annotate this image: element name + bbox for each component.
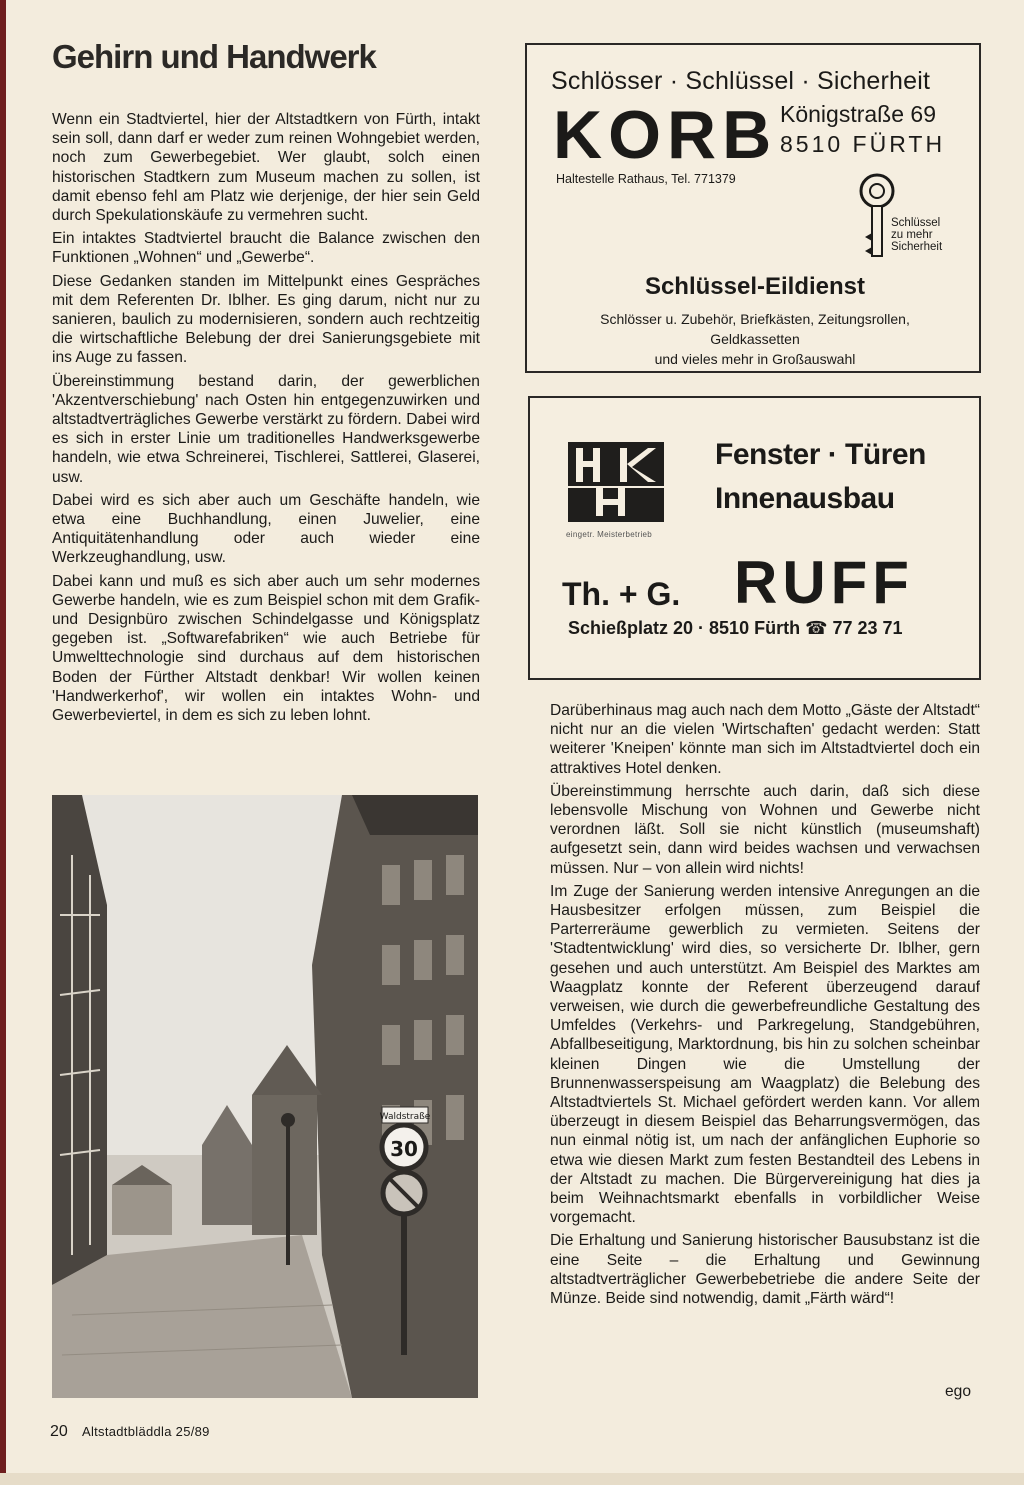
korb-product-list: Schlösser u. Zubehör, Briefkästen, Zeitungsrollen, Geldkassetten und vieles mehr in Großauswahl	[600, 311, 910, 367]
hk-logo-caption: eingetr. Meisterbetrieb	[566, 530, 653, 539]
street-photo-illustration	[52, 795, 478, 1398]
korb-service-heading: Schlüssel-Eildienst	[644, 273, 866, 300]
speed-limit-sign: 30	[390, 1137, 418, 1161]
hk-logo-icon	[568, 442, 664, 522]
paragraph: Diese Gedanken standen im Mittelpunkt eines Gespräches mit dem Referenten Dr. Iblher. Es ging darum, nicht nur zu sanieren, baulich zu modernisieren, sondern auch rechtzeitig die wirtschaftliche Belebung der drei Sanierungsgebiete mit ins Auge zu fassen.	[52, 272, 480, 367]
paragraph: Wenn ein Stadtviertel, hier der Altstadtkern von Fürth, intakt sein soll, dann darf er weder zum reinen Wohngebiet werden, noch zum Gewerbegebiet. Wer glaubt, solch einen historischen Stadtkern zum Museum machen zu sollen, ist damit ebenso fehl am Platz wie derjenige, der hier sein Geld durch Spekulationskäufe zu vermehren sucht.	[52, 111, 480, 225]
page-edge-left	[0, 0, 6, 1485]
article-left-column	[52, 110, 480, 729]
street-photo	[52, 795, 478, 1398]
korb-tagline: Schlösser · Schlüssel · Sicherheit	[551, 67, 931, 95]
korb-city: 8510 FÜRTH	[780, 131, 946, 157]
paragraph: Darüberhinaus mag auch nach dem Motto „Gäste der Altstadt“ nicht nur an die vielen 'Wirtschaften' gedacht werden: Statt weiterer 'Kneipen' könnte man sich im Altstadtviertel doch ein attraktives Hotel denken.	[550, 702, 980, 777]
korb-stop-phone: Haltestelle Rathaus, Tel. 771379	[556, 172, 736, 186]
magazine-issue: Altstadtbläddla 25/89	[81, 1424, 210, 1439]
paragraph: Dabei kann und muß es sich aber auch um sehr modernes Gewerbe handeln, wie es zum Beispiel schon mit dem Grafik- und Designbüro zwischen Schindelgasse und Königsplatz gegeben ist. „Softwarefabriken“ wie auch Betriebe für Umwelttechnologie sind durchaus auf dem historischen Boden der Fürther Altstadt denkbar! Wir wollen keinen 'Handwerkerhof', wir wollen ein intaktes Wohn- und Gewerbeviertel, in dem es sich zu leben lohnt.	[52, 572, 480, 725]
korb-street: Königstraße 69	[780, 101, 936, 127]
paragraph: Übereinstimmung bestand darin, der gewerblichen 'Akzentverschiebung' nach Osten hin entgegenzuwirken und altstadtverträgliches Gewerbe verstärkt zu fördern. Dabei wird es sich in erster Linie um traditionelles Handwerksgewerbe handeln, wie etwa Schreinerei, Tischlerei, Sattlerei, Glaserei, usw.	[52, 372, 480, 486]
author-signature: ego	[945, 1383, 972, 1400]
page-edge-bottom	[0, 1473, 1024, 1485]
ruff-headline-interior: Innenausbau	[715, 482, 895, 515]
korb-logo-text: KORB	[553, 97, 778, 173]
article-right-column	[550, 701, 980, 1312]
paragraph: Im Zuge der Sanierung werden intensive Anregungen an die Hausbesitzer erfolgen müssen, zum Beispiel die Parterreräume gewerblich zu vermieten. Seitens der 'Stadtentwicklung' wird dies, so versicherte Dr. Iblher, gern gesehen und auch unterstützt. Am Beispiel des Marktes am Waagplatz konnte der Referent überzeugend darauf verweisen, wie durch die gewerbefreundliche Gestaltung des Umfeldes (Verkehrs- und Parkregelung, Standgebühren, Abfallbeseitigung, Marktordnung, bis hin zu solchen scheinbar kleinen Dingen wie die Umstellung der Brunnenwasserspeisung am Waagplatz) die Belebung des Altstadtviertels St. Michael gefördert werden kann. Vor allem überzeugt in diesem Beispiel das Beharrungsvermögen, das nun einmal nötig ist, um nach der anfänglichen Euphorie so etwa wie diesen Markt zum festen Bestandteil des Lebens in der Altstadt zu machen. Die Bürgervereinigung hat dies ja beim Weihnachtsmarkt ebenfalls in vorbildlicher Weise vorgemacht.	[550, 882, 980, 1227]
paragraph: Die Erhaltung und Sanierung historischer Bausubstanz ist die eine Seite – die Erhaltung und Gewinnung altstadtverträglicher Gewerbebetriebe die andere Seite der Münze. Beide sind notwendig, damit „Färth wärd“!	[550, 1232, 980, 1308]
ruff-advertisement	[528, 396, 981, 680]
paragraph: Ein intaktes Stadtviertel braucht die Balance zwischen den Funktionen „Wohnen“ und „Gewerbe“.	[52, 230, 480, 267]
ruff-headline-windows: Fenster · Türen	[715, 438, 926, 471]
ruff-address: Schießplatz 20 · 8510 Fürth ☎ 77 23 71	[568, 618, 903, 638]
korb-advertisement	[525, 43, 981, 373]
ruff-company-name: RUFF	[734, 549, 914, 616]
article-title: Gehirn und Handwerk	[52, 38, 376, 75]
ruff-owners: Th. + G.	[562, 576, 681, 612]
paragraph: Übereinstimmung herrschte auch darin, daß sich diese lebensvolle Mischung von Wohnen und Gewerbe nicht verordnen läßt. Soll sie nicht künstlich (museumshaft) aufgesetzt sein, dann wird beides wachsen und verwachsen müssen. Nur – von allein wird nichts!	[550, 782, 980, 877]
page-number: 20	[50, 1423, 68, 1440]
page-footer	[50, 1423, 210, 1441]
paragraph: Dabei wird es sich aber auch um Geschäfte handeln, wie etwa eine Buchhandlung, einen Juwelier, eine Antiquitätenhandlung oder auch wieder eine Werkzeughandlung, usw.	[52, 491, 480, 567]
street-name-sign: Waldstraße	[379, 1112, 431, 1122]
key-slogan: Schlüssel zu mehr Sicherheit	[891, 217, 943, 253]
